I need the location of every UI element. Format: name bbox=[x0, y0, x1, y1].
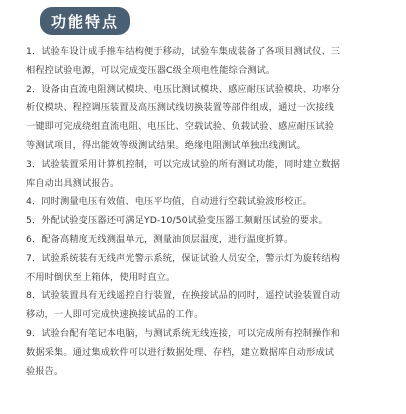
feature-item-6 bbox=[26, 231, 382, 250]
feature-item-line: 数据采集。通过集成软件可以进行数据处理、存档，建立数据库自动形成试 bbox=[26, 346, 335, 358]
feature-item-line: 相程控试验电源，可以完成变压器C级全项电性能综合测试。 bbox=[26, 64, 276, 76]
feature-item-line: 1．试验车设计成手推车结构便于移动，试验车集成装备了各项目测试仪、三 bbox=[26, 46, 341, 57]
feature-item-line: 验报告。 bbox=[26, 365, 64, 377]
feature-item-9 bbox=[26, 325, 382, 381]
feature-item-line: 一键即可完成绕组直流电阻、电压比、空载试验、负载试验、感应耐压试验 bbox=[26, 121, 335, 133]
feature-item-line: 等测试项目，得出能效等级测试结果。绝缘电阻测试单独出线测试。 bbox=[26, 139, 307, 151]
feature-item-line: 移动，一人即可完成快速换接试品的工作。 bbox=[26, 309, 204, 321]
feature-item-line: 3．试验装置采用计算机控制，可以完成试验的所有测试功能，同时建立数据 bbox=[26, 158, 341, 170]
feature-item-line: 2．设备由直流电阻测试模块、电压比测试模块、感应耐压试验模块、功率分 bbox=[26, 83, 341, 95]
feature-item-line: 7．试验系统装有无线声光警示系统，保证试验人员安全，警示灯为旋转结构 bbox=[26, 252, 341, 264]
section-title-badge bbox=[40, 7, 130, 35]
section-title: 功能特点 bbox=[50, 12, 119, 31]
feature-item-line: 5．外配试验变压器还可满足YD-10/50试验变压器工频耐压试验的要求。 bbox=[26, 215, 328, 227]
feature-item-1 bbox=[26, 43, 382, 81]
feature-item-line: 8．试验装置具有无线遥控自行装置，在换接试品的同时，遥控试验装置自动 bbox=[26, 290, 341, 302]
feature-list bbox=[26, 43, 382, 381]
feature-item-line: 库自动出具测试报告。 bbox=[26, 177, 120, 189]
feature-item-2 bbox=[26, 81, 382, 156]
feature-item-5 bbox=[26, 212, 382, 231]
feature-item-line: 不用时倒伏至上箱体，使用时直立。 bbox=[26, 271, 176, 283]
feature-item-8 bbox=[26, 287, 382, 325]
feature-item-line: 4．同时测量电压有效值、电压平均值，自动进行空载试验波形校正。 bbox=[26, 196, 313, 208]
feature-item-4 bbox=[26, 193, 382, 212]
feature-item-line: 6．配备高精度无线测温单元，测量油顶层温度，进行温度折算。 bbox=[26, 233, 294, 245]
feature-item-7 bbox=[26, 250, 382, 288]
feature-item-line: 9．试验台配有笔记本电脑，与测试系统无线连接，可以完成所有控制操作和 bbox=[26, 327, 341, 339]
feature-item-line: 析仪模块、程控调压装置及高压测试线切换装置等部件组成，通过一次接线 bbox=[26, 102, 335, 114]
feature-item-3 bbox=[26, 156, 382, 194]
